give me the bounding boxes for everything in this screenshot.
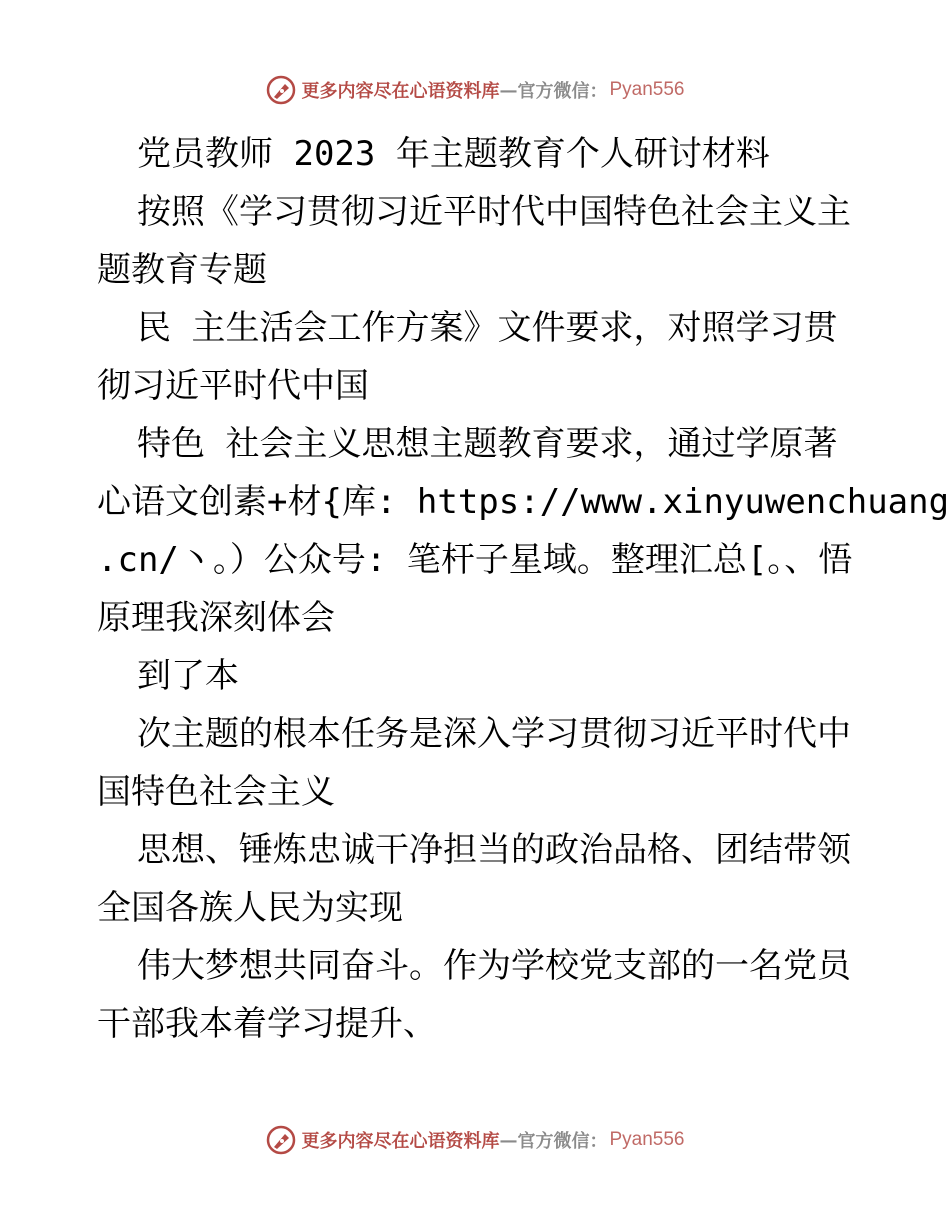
paragraph-line: 题教育专题 <box>97 250 267 290</box>
paragraph-line: 伟大梦想共同奋斗。作为学校党支部的一名党员 <box>137 946 851 986</box>
paragraph-line: 民 主生活会工作方案》文件要求，对照学习贯 <box>137 308 838 348</box>
pen-nib-circle-logo-icon <box>265 1124 297 1156</box>
document-body <box>97 125 950 1053</box>
paragraph-line: 国特色社会主义 <box>97 772 335 812</box>
header-banner <box>0 70 950 110</box>
paragraph-line: 全国各族人民为实现 <box>97 888 403 928</box>
pen-nib-circle-logo-icon <box>265 74 297 106</box>
paragraph-line: 干部我本着学习提升、 <box>97 1004 437 1044</box>
paragraph-line: 彻习近平时代中国 <box>97 366 369 406</box>
banner-wechat-label: 官方微信： <box>517 81 608 102</box>
paragraph-line: .cn/丶。）公众号: 笔杆子星域。整理汇总[。、悟 <box>97 540 853 580</box>
banner-wechat-id: Pyan556 <box>609 1129 685 1150</box>
banner-site-text: 更多内容尽在心语资料库 <box>301 81 500 102</box>
paragraph-line: 心语文创素+材{库: https://www.xinyuwenchuang <box>97 482 950 522</box>
banner-site-text: 更多内容尽在心语资料库 <box>301 1131 500 1152</box>
paragraph-line: 原理我深刻体会 <box>97 598 335 638</box>
paragraph-line: 按照《学习贯彻习近平时代中国特色社会主义主 <box>137 192 851 232</box>
paragraph-line: 次主题的根本任务是深入学习贯彻习近平时代中 <box>137 714 851 754</box>
banner-dash: — <box>499 1129 518 1151</box>
paragraph-line: 特色 社会主义思想主题教育要求，通过学原著 <box>137 424 838 464</box>
paragraph-line: 到了本 <box>137 656 239 696</box>
banner-dash: — <box>499 79 518 101</box>
paragraph-line: 思想、锤炼忠诚干净担当的政治品格、团结带领 <box>137 830 851 870</box>
document-title: 党员教师 2023 年主题教育个人研讨材料 <box>137 134 770 174</box>
footer-banner <box>0 1120 950 1160</box>
banner-wechat-label: 官方微信： <box>517 1131 608 1152</box>
banner-wechat-id: Pyan556 <box>609 79 685 100</box>
